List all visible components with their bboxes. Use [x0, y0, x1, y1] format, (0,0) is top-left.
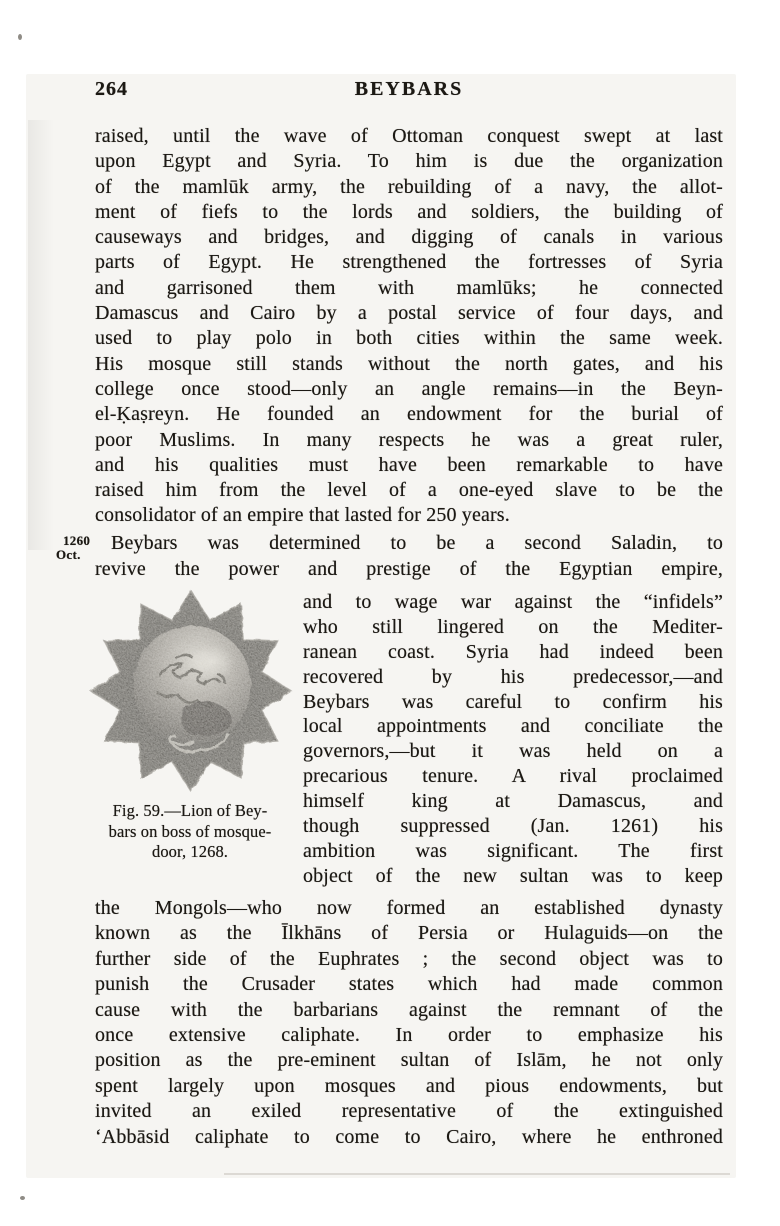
body-line: consolidator of an empire that lasted for 250 years. — [95, 504, 510, 527]
body-line: recovered by his predecessor,—and — [303, 665, 723, 688]
body-line: further side of the Euphrates ; the second object was to — [95, 947, 723, 970]
body-line: Beybars was determined to be a second Saladin, to — [111, 532, 723, 554]
paragraph-2-start — [95, 531, 723, 583]
body-line: and garrisoned them with mamlūks; he connected — [95, 276, 723, 299]
paragraph-1 — [95, 124, 723, 529]
body-line: who still lingered on the Mediter- — [303, 615, 723, 638]
body-line: Beybars was careful to confirm his — [303, 690, 723, 713]
body-line: cause with the barbarians against the remnant of the — [95, 998, 723, 1021]
body-line: raised, until the wave of Ottoman conquest swept at last — [95, 125, 723, 147]
left-margin-shade — [28, 120, 54, 550]
body-line: el-Ḳaṣreyn. He founded an endowment for the burial of — [95, 403, 723, 426]
body-line: upon Egypt and Syria. To him is due the organization — [95, 150, 723, 173]
margin-note — [56, 534, 98, 561]
body-line: Damascus and Cairo by a postal service of four days, and — [95, 302, 723, 325]
page-number: 264 — [95, 78, 128, 100]
scan-speck — [18, 34, 22, 40]
body-line: invited an exiled representative of the extinguished — [95, 1100, 723, 1123]
body-line: His mosque still stands without the north gates, and his — [95, 352, 723, 375]
body-line: governors,—but it was held on a — [303, 740, 723, 763]
body-line: used to play polo in both cities within the same week. — [95, 327, 723, 350]
scan-speck — [20, 1196, 25, 1200]
figure-caption — [76, 801, 304, 863]
lion-boss-image — [87, 588, 295, 794]
body-line: precarious tenure. A rival proclaimed — [303, 765, 723, 788]
body-line: local appointments and conciliate the — [303, 715, 723, 738]
body-line: ambition was significant. The first — [303, 839, 723, 862]
running-header: BEYBARS — [354, 78, 464, 100]
body-line: known as the Īlkhāns of Persia or Hulaguids—on the — [95, 922, 723, 945]
body-line: and his qualities must have been remarkable to have — [95, 453, 723, 476]
body-line: ‘Abbāsid caliphate to come to Cairo, where he enthroned — [95, 1125, 723, 1148]
body-line: object of the new sultan was to keep — [303, 864, 723, 887]
body-line: himself king at Damascus, and — [303, 790, 723, 813]
margin-note-month: Oct. — [56, 546, 81, 562]
body-line: ranean coast. Syria had indeed been — [303, 640, 723, 663]
caption-line: bars on boss of mosque- — [108, 821, 272, 841]
body-line: and to wage war against the “infidels” — [303, 591, 723, 613]
paragraph-2-continued — [95, 896, 723, 1150]
body-line: ment of fiefs to the lords and soldiers, the building of — [95, 200, 723, 223]
body-line: once extensive caliphate. In order to emphasize his — [95, 1023, 723, 1046]
caption-line: Fig. 59.—Lion of Bey- — [112, 801, 268, 820]
body-line: punish the Crusader states which had made common — [95, 973, 723, 996]
body-line: of the mamlūk army, the rebuilding of a navy, the allot- — [95, 175, 723, 198]
body-line: parts of Egypt. He strengthened the fortresses of Syria — [95, 251, 723, 274]
body-line: position as the pre-eminent sultan of Islām, he not only — [95, 1049, 723, 1072]
page-bottom-edge — [224, 1173, 730, 1175]
margin-note-year: 1260 — [63, 533, 91, 548]
body-line: raised him from the level of a one-eyed slave to be the — [95, 479, 723, 502]
body-line: revive the power and prestige of the Egyptian empire, — [95, 557, 723, 580]
body-line: poor Muslims. In many respects he was a great ruler, — [95, 428, 723, 451]
caption-line: door, 1268. — [151, 842, 229, 862]
body-line: college once stood—only an angle remains—in the Beyn- — [95, 377, 723, 400]
paragraph-2-wrap-column — [303, 590, 723, 889]
body-line: spent largely upon mosques and pious endowments, but — [95, 1074, 723, 1097]
body-line: though suppressed (Jan. 1261) his — [303, 815, 723, 838]
body-line: causeways and bridges, and digging of canals in various — [95, 226, 723, 249]
body-line: the Mongols—who now formed an established dynasty — [95, 897, 723, 919]
